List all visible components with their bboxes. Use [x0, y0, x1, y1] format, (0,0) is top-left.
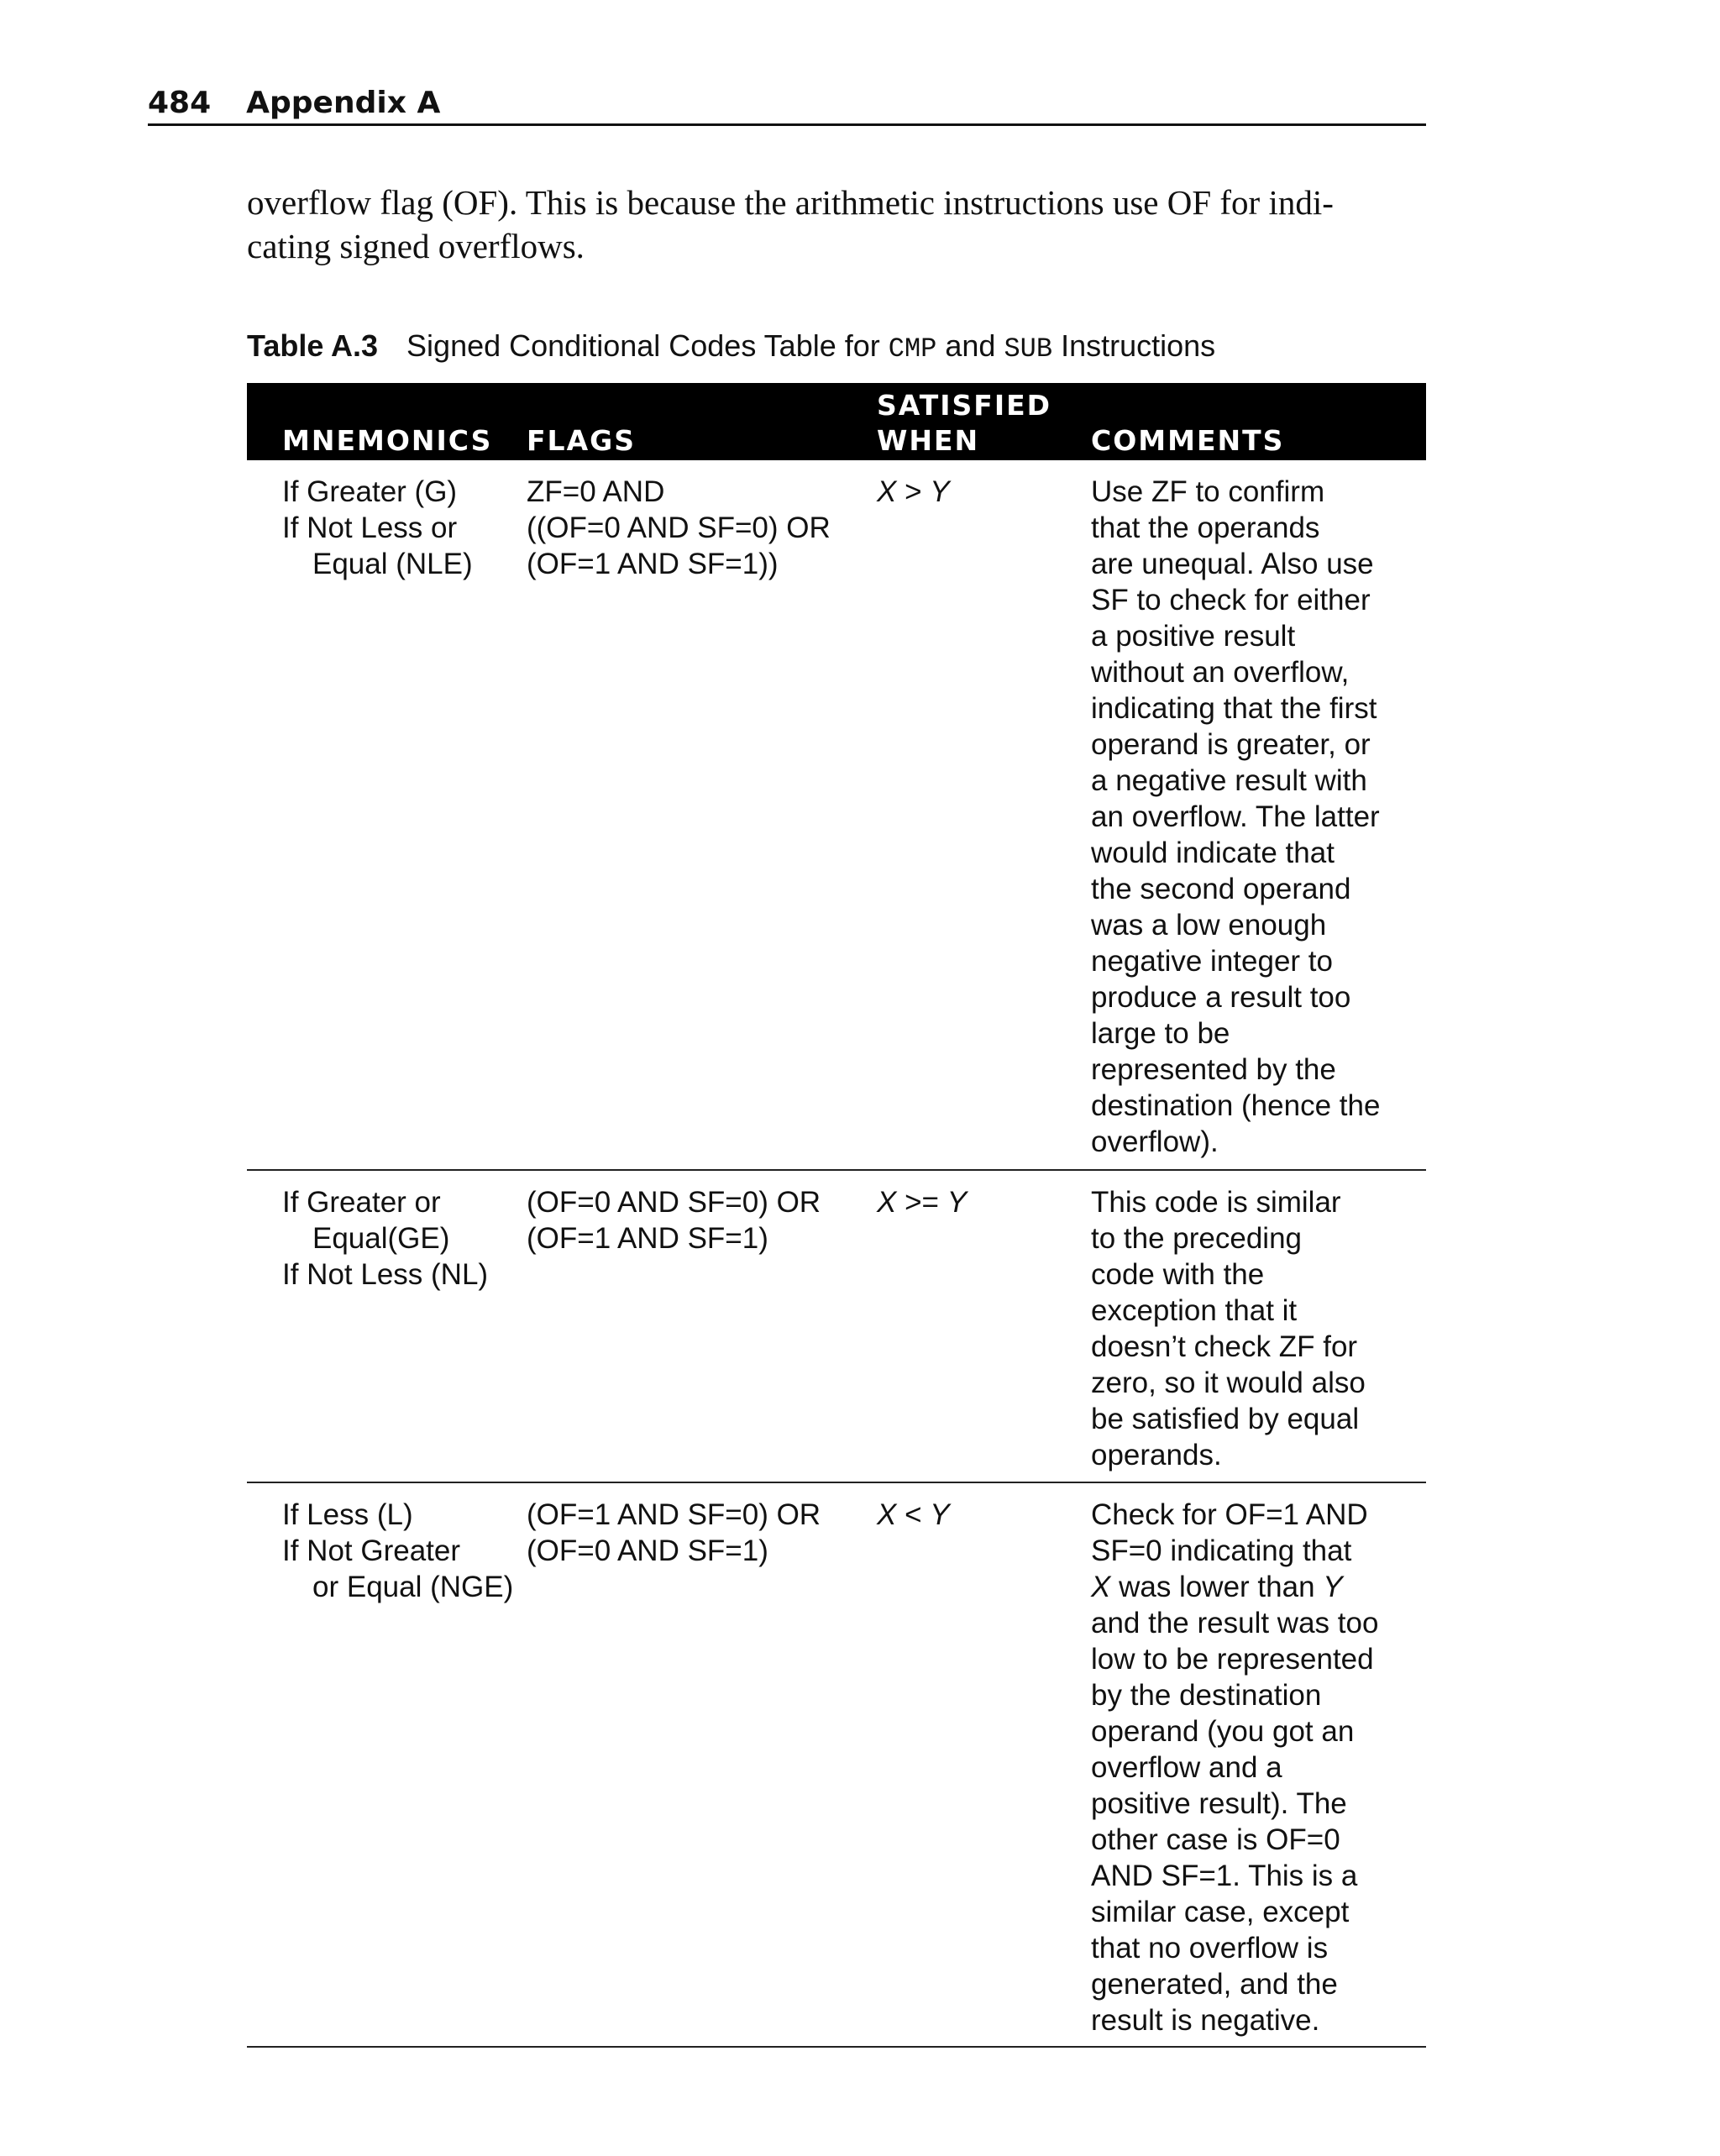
- mnemonic-line: or Equal (NGE): [312, 1571, 514, 1603]
- condition-operator: <: [896, 1498, 931, 1531]
- comment-line: represented by the: [1091, 1053, 1336, 1086]
- comment-line: This code is similar: [1091, 1186, 1341, 1219]
- comment-line: be satisfied by equal: [1091, 1403, 1360, 1435]
- flags-line: (OF=1 AND SF=1)): [527, 548, 779, 580]
- condition-x: X: [877, 475, 897, 508]
- comment-line: that the operands: [1091, 511, 1320, 544]
- comment-line: a positive result: [1091, 620, 1296, 653]
- comment-line: produce a result too: [1091, 981, 1351, 1014]
- flags-line: (OF=0 AND SF=1): [527, 1534, 768, 1567]
- intro-paragraph: [247, 181, 1428, 268]
- comment-line: [1091, 1569, 1378, 1605]
- mnemonic-line: If Greater (G): [282, 475, 458, 508]
- table-row: [247, 1171, 1426, 1483]
- comment-line: code with the: [1091, 1258, 1265, 1291]
- page-number: 484: [148, 86, 212, 120]
- satisfied-cell: [877, 1184, 967, 1220]
- comment-line: would indicate that: [1091, 837, 1335, 869]
- comment-line: destination (hence the: [1091, 1089, 1381, 1122]
- comment-line: Use ZF to confirm: [1091, 475, 1325, 508]
- condition-operator: >: [896, 475, 931, 508]
- flags-line: (OF=1 AND SF=1): [527, 1222, 768, 1255]
- mnemonic-line: If Greater or: [282, 1186, 441, 1219]
- intro-line: cating signed overflows.: [247, 227, 585, 265]
- caption-text: Instructions: [1052, 328, 1216, 363]
- comment-line: other case is OF=0: [1091, 1823, 1340, 1856]
- mnemonic-line: Equal (NLE): [312, 548, 473, 580]
- comment-line: that no overflow is: [1091, 1932, 1329, 1965]
- comment-line: overflow).: [1091, 1125, 1219, 1158]
- comment-line: similar case, except: [1091, 1896, 1350, 1928]
- table-row: [247, 460, 1426, 1171]
- comment-line: low to be represented: [1091, 1643, 1374, 1676]
- flags-line: (OF=1 AND SF=0) OR: [527, 1498, 821, 1531]
- satisfied-cell: [877, 1497, 950, 1533]
- comment-line: a negative result with: [1091, 764, 1367, 797]
- intro-line: overflow flag (OF). This is because the arithmetic instructions use OF for indi-: [247, 183, 1334, 222]
- mnemonic-line: Equal(GE): [312, 1222, 450, 1255]
- condition-x: X: [877, 1186, 897, 1219]
- comment-line: to the preceding: [1091, 1222, 1303, 1255]
- header-flags: FLAGS: [527, 424, 636, 457]
- comments-cell: [1091, 474, 1380, 1160]
- condition-y: Y: [930, 475, 950, 508]
- mnemonics-cell: [282, 1184, 488, 1293]
- flags-cell: [527, 474, 831, 582]
- condition-y: Y: [930, 1498, 950, 1531]
- caption-code-sub: SUB: [1004, 333, 1053, 365]
- comment-line: SF=0 indicating that: [1091, 1534, 1352, 1567]
- flags-cell: [527, 1497, 821, 1569]
- comment-var-y: Y: [1323, 1571, 1343, 1603]
- comments-cell: [1091, 1184, 1366, 1473]
- header-mnemonics: MNEMONICS: [282, 424, 493, 457]
- header-satisfied-line: WHEN: [877, 424, 980, 457]
- comment-line: doesn’t check ZF for: [1091, 1330, 1358, 1363]
- comment-line: by the destination: [1091, 1679, 1322, 1712]
- comment-line: are unequal. Also use: [1091, 548, 1374, 580]
- caption-text: Signed Conditional Codes Table for: [406, 328, 889, 363]
- condition-y: Y: [947, 1186, 968, 1219]
- table-row: [247, 1483, 1426, 2048]
- comment-line: the second operand: [1091, 873, 1351, 905]
- comment-line: AND SF=1. This is a: [1091, 1860, 1358, 1892]
- mnemonics-cell: [282, 1497, 513, 1605]
- comment-line: indicating that the first: [1091, 692, 1377, 725]
- condition-x: X: [877, 1498, 897, 1531]
- mnemonic-line: If Less (L): [282, 1498, 413, 1531]
- comment-line: and the result was too: [1091, 1607, 1379, 1639]
- comment-line: negative integer to: [1091, 945, 1333, 978]
- table-header: [247, 383, 1426, 460]
- comment-line: operand (you got an: [1091, 1715, 1355, 1748]
- comment-text: was lower than: [1110, 1571, 1324, 1603]
- table-label: Table A.3: [247, 328, 379, 363]
- caption-text: and: [936, 328, 1004, 363]
- header-satisfied-line: SATISFIED: [877, 389, 1052, 422]
- condition: [877, 1497, 950, 1533]
- comment-line: positive result). The: [1091, 1787, 1347, 1820]
- comment-line: zero, so it would also: [1091, 1367, 1366, 1399]
- satisfied-cell: [877, 474, 950, 510]
- condition: [877, 1184, 967, 1220]
- comment-line: SF to check for either: [1091, 584, 1371, 616]
- header-satisfied-when: [877, 388, 1051, 459]
- comment-line: generated, and the: [1091, 1968, 1338, 2001]
- table-caption: [247, 326, 1428, 370]
- comment-line: large to be: [1091, 1017, 1230, 1050]
- comment-line: operand is greater, or: [1091, 728, 1371, 761]
- condition-operator: >=: [896, 1186, 947, 1219]
- mnemonic-line: If Not Less (NL): [282, 1258, 489, 1291]
- comment-line: result is negative.: [1091, 2004, 1320, 2037]
- comment-var-x: X: [1091, 1571, 1111, 1603]
- comment-line: exception that it: [1091, 1294, 1298, 1327]
- comment-line: an overflow. The latter: [1091, 800, 1380, 833]
- comment-line: overflow and a: [1091, 1751, 1282, 1784]
- comment-line: without an overflow,: [1091, 656, 1350, 689]
- page-header: [148, 81, 1426, 126]
- header-comments: COMMENTS: [1091, 424, 1285, 457]
- mnemonic-line: If Not Less or: [282, 511, 458, 544]
- comment-line: was a low enough: [1091, 909, 1327, 942]
- flags-line: ((OF=0 AND SF=0) OR: [527, 511, 831, 544]
- flags-line: ZF=0 AND: [527, 475, 665, 508]
- mnemonic-line: If Not Greater: [282, 1534, 461, 1567]
- comment-line: operands.: [1091, 1439, 1222, 1471]
- caption-code-cmp: CMP: [888, 333, 937, 365]
- flags-line: (OF=0 AND SF=0) OR: [527, 1186, 821, 1219]
- comment-line: Check for OF=1 AND: [1091, 1498, 1368, 1531]
- flags-cell: [527, 1184, 821, 1256]
- mnemonics-cell: [282, 474, 473, 582]
- section-title: Appendix A: [246, 86, 441, 120]
- comments-cell: [1091, 1497, 1378, 2038]
- condition: [877, 474, 950, 510]
